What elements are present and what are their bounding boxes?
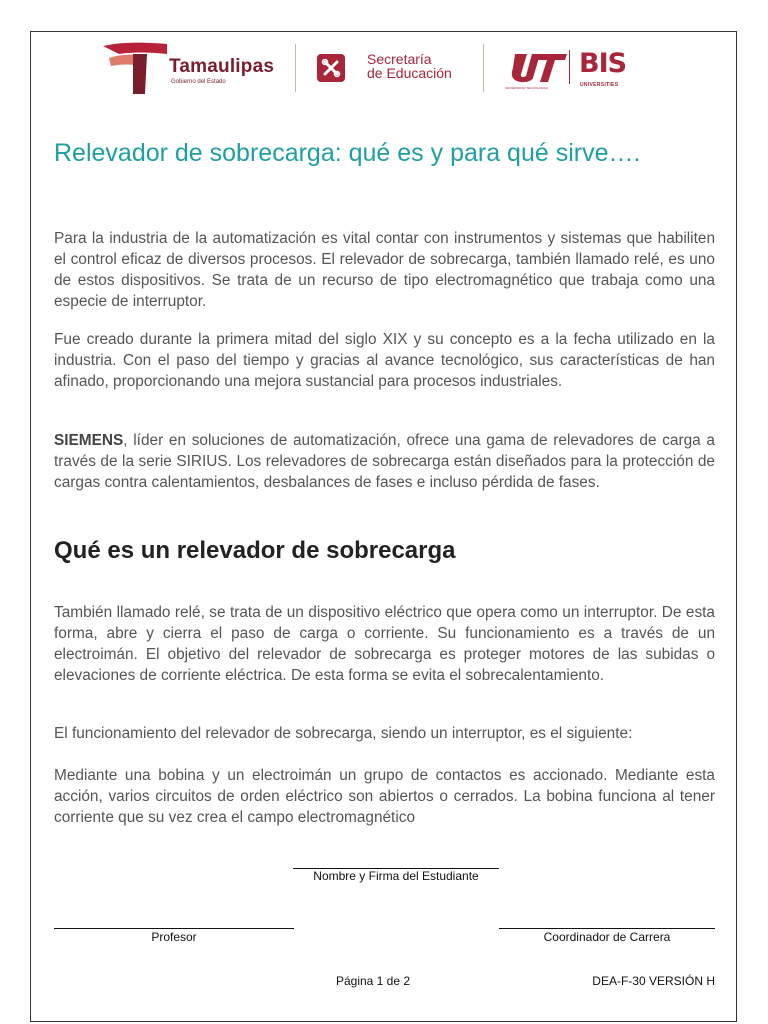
education-logo-icon [317, 54, 345, 82]
section-heading: Qué es un relevador de sobrecarga [54, 537, 456, 564]
logo-divider [483, 44, 484, 92]
paragraph: También llamado relé, se trata de un dispositivo eléctrico que opera como un interruptor. De esta forma, abre y cierra el paso de carga o corriente. Su funcionamiento es a través de un electroimán. El objetivo del relevador de sobrecarga es proteger motores de las subidas o elevaciones de corriente eléctrica. De esta forma se evita el sobrecalentamiento. [54, 604, 715, 684]
paragraph: Mediante una bobina y un electroimán un grupo de contactos es accionado. Mediante esta acción, varios circuitos de orden eléctrico son abiertos o cerrados. La bobina funciona al tener corriente que su vez crea el campo electromagnético [54, 767, 715, 826]
header-logos [103, 42, 643, 96]
paragraph: Fue creado durante la primera mitad del siglo XIX y su concepto es a la fecha utilizado en la industria. Con el paso del tiempo y gracias al avance tecnológico, sus características de han afinado, proporcionando una mejora sustancial para procesos industriales. [54, 331, 715, 390]
paragraph: SIEMENS, líder en soluciones de automatización, ofrece una gama de relevadores de carga a través de la serie SIRIUS. Los relevadores de sobrecarga están diseñados para la protección de cargas contra calentamientos, desbalances de fases e incluso pérdida de fases. [54, 432, 715, 491]
logo-divider [569, 50, 570, 84]
bis-logo-text: BIS [579, 48, 627, 79]
bold-brand: SIEMENS [54, 432, 124, 449]
logo-divider [295, 44, 296, 92]
student-signature-label: Nombre y Firma del Estudiante [313, 869, 479, 883]
professor-signature-label: Profesor [151, 930, 197, 944]
tamaulipas-subtitle: Gobierno del Estado [171, 79, 226, 85]
tamaulipas-logo-icon [103, 42, 169, 94]
education-logo-text: Secretaría de Educación [367, 51, 452, 81]
coordinator-signature-label: Coordinador de Carrera [543, 930, 671, 944]
tamaulipas-name: Tamaulipas [169, 56, 275, 77]
ut-logo-icon [507, 52, 567, 84]
document-code: DEA-F-30 VERSIÓN H [592, 974, 715, 988]
bis-logo-subtitle: UNIVERSITIES [580, 82, 619, 88]
coordinator-signature-line [499, 928, 715, 929]
paragraph: Para la industria de la automatización es vital contar con instrumentos y sistemas que habiliten el control eficaz de diversos procesos. El relevador de sobrecarga, también llamado relé, es uno de estos dispositivos. Se trata de un recurso de tipo electromagnético que trabaja como una especie de interruptor. [54, 230, 715, 310]
ut-logo-subtitle: UNIVERSIDAD TECNOLÓGICA [505, 86, 549, 90]
document-title: Relevador de sobrecarga: qué es y para qué sirve…. [54, 139, 641, 167]
professor-signature-line [54, 928, 294, 929]
page-number: Página 1 de 2 [335, 974, 411, 988]
document-page [30, 31, 737, 1022]
paragraph: El funcionamiento del relevador de sobrecarga, siendo un interruptor, es el siguiente: [54, 725, 633, 742]
